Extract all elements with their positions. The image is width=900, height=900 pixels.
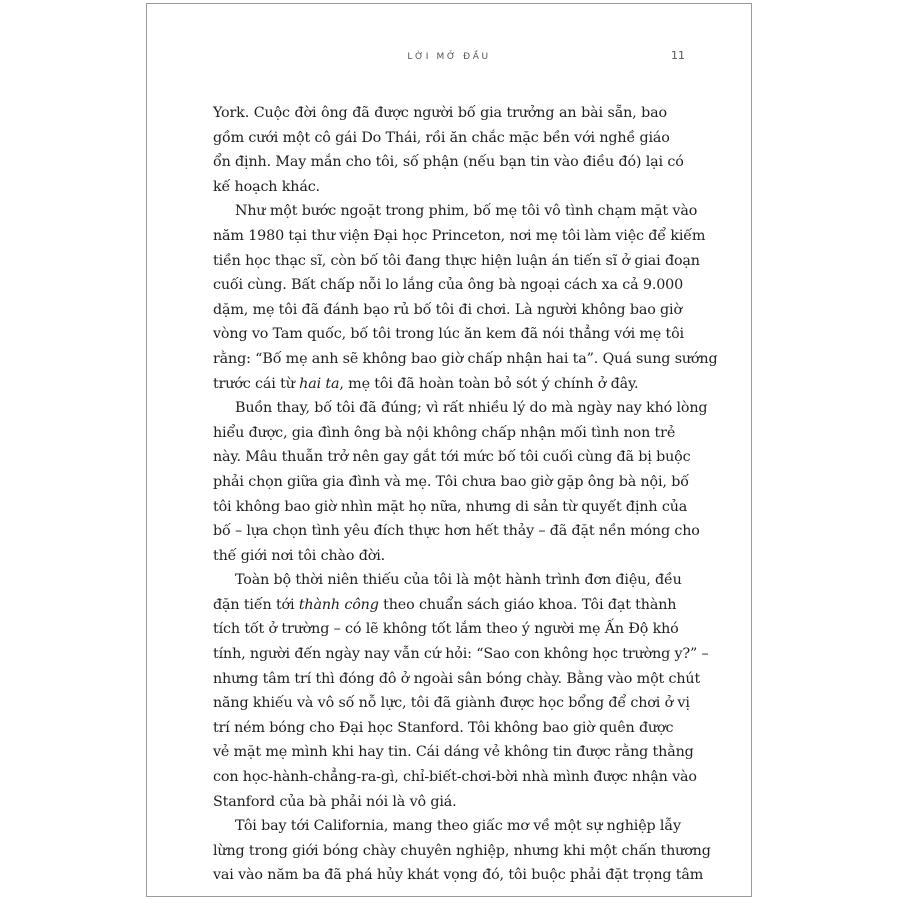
emphasis-text: thành công [298, 596, 379, 613]
paragraph [213, 101, 684, 199]
text-line: đặn tiến tới thành công theo chuẩn sách giáo khoa. Tôi đạt thành [213, 596, 677, 613]
text-line: tính, người đến ngày nay vẫn cứ hỏi: “Sao con không học trường y?” – [213, 646, 709, 663]
text-line: trước cái từ hai ta, mẹ tôi đã hoàn toàn bỏ sót ý chính ở đây. [213, 375, 639, 392]
text-line: năng khiếu và vô số nỗ lực, tôi đã giành được học bổng để chơi ở vị [213, 695, 690, 712]
text-line: York. Cuộc đời ông đã được người bố gia trưởng an bài sẵn, bao [213, 105, 667, 121]
text-line: tích tốt ở trường – có lẽ không tốt lắm theo ý người mẹ Ấn Độ khó [213, 621, 679, 638]
text-line: năm 1980 tại thư viện Đại học Princeton, nơi mẹ tôi làm việc để kiếm [213, 227, 706, 244]
text-line: con học-hành-chẳng-ra-gì, chỉ-biết-chơi-bời nhà mình được nhận vào [213, 769, 697, 786]
text-line: Tôi bay tới California, mang theo giấc mơ về một sự nghiệp lẫy [235, 818, 681, 835]
text-line: ổn định. May mắn cho tôi, số phận (nếu bạn tin vào điều đó) lại có [213, 154, 684, 171]
page-number: 11 [671, 49, 685, 62]
paragraph [213, 568, 709, 814]
text-line: trí ném bóng cho Đại học Stanford. Tôi không bao giờ quên được [213, 719, 674, 736]
text-line: Như một bước ngoặt trong phim, bố mẹ tôi vô tình chạm mặt vào [235, 203, 698, 220]
paragraph [213, 814, 711, 888]
body-text [213, 101, 718, 888]
text-line: vòng vo Tam quốc, bố tôi trong lúc ăn kem đã nói thẳng với mẹ tôi [213, 326, 684, 343]
text-line: cuối cùng. Bất chấp nỗi lo lắng của ông bà ngoại cách xa cả 9.000 [213, 277, 684, 294]
text-line: phải chọn giữa gia đình và mẹ. Tôi chưa bao giờ gặp ông bà nội, bố [213, 473, 689, 490]
emphasis-text: hai ta [299, 375, 340, 392]
text-line: Toàn bộ thời niên thiếu của tôi là một hành trình đơn điệu, đều [235, 572, 682, 589]
text-line: tôi không bao giờ nhìn mặt họ nữa, nhưng di sản từ quyết định của [213, 498, 688, 515]
text-line: vẻ mặt mẹ mình khi hay tin. Cái dáng vẻ không tin được rằng thằng [213, 744, 694, 761]
text-line: hiểu được, gia đình ông bà nội không chấp nhận mối tình non trẻ [213, 424, 676, 441]
text-line: Stanford của bà phải nói là vô giá. [213, 793, 457, 810]
running-title: LỜI MỞ ĐẦU [407, 52, 491, 62]
text-line: này. Mâu thuẫn trở nên gay gắt tới mức bố tôi cuối cùng đã bị buộc [213, 449, 691, 466]
book-page [146, 3, 752, 897]
text-line: dặm, mẹ tôi đã đánh bạo rủ bố tôi đi chơi. Là người không bao giờ [213, 301, 682, 318]
text-line: Buồn thay, bố tôi đã đúng; vì rất nhiều lý do mà ngày nay khó lòng [235, 400, 708, 417]
paragraph [213, 199, 718, 396]
text-line: lừng trong giới bóng chày chuyên nghiệp, nhưng khi một chấn thương [213, 842, 711, 859]
text-line: nhưng tâm trí thì đóng đô ở ngoài sân bóng chày. Bằng vào một chút [213, 670, 701, 687]
text-line: gồm cưới một cô gái Do Thái, rồi ăn chắc mặc bền với nghề giáo [213, 129, 670, 146]
text-line: vai vào năm ba đã phá hủy khát vọng đó, tôi buộc phải đặt trọng tâm [213, 867, 704, 884]
text-line: thế giới nơi tôi chào đời. [213, 547, 386, 564]
text-line: rằng: “Bố mẹ anh sẽ không bao giờ chấp nhận hai ta”. Quá sung sướng [213, 350, 718, 367]
text-line: bố – lựa chọn tình yêu đích thực hơn hết thảy – đã đặt nền móng cho [213, 523, 700, 540]
paragraph [213, 396, 708, 568]
text-line: kế hoạch khác. [213, 178, 320, 195]
text-line: tiền học thạc sĩ, còn bố tôi đang thực hiện luận án tiến sĩ ở giai đoạn [213, 252, 700, 269]
